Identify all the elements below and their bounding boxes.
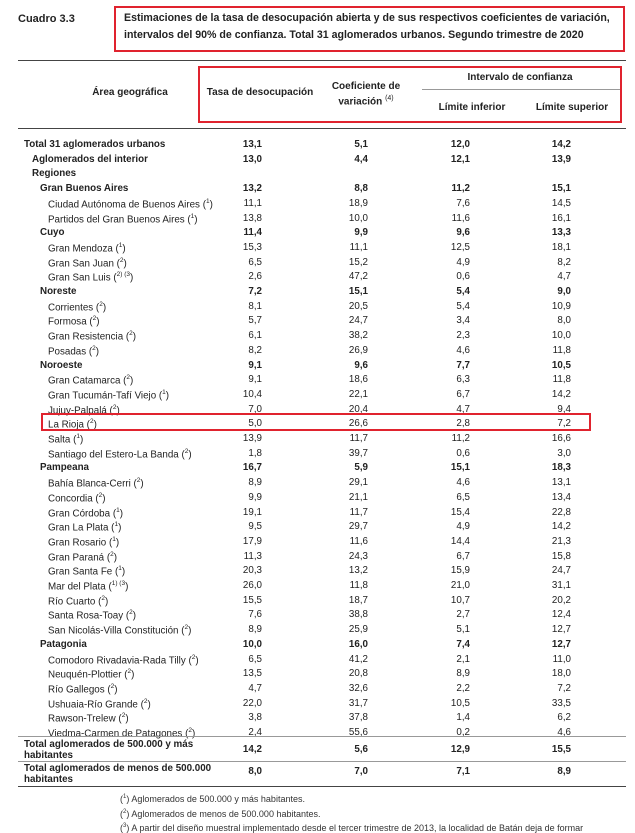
row-tasa: 8,9 (248, 477, 262, 489)
row-li: 7,7 (456, 359, 470, 371)
row-cv: 24,7 (348, 315, 368, 327)
top-rule (18, 60, 626, 61)
row-ls: 4,7 (557, 271, 571, 283)
totals-rule (18, 736, 626, 737)
row-ls: 8,2 (557, 256, 571, 268)
table-row (0, 638, 635, 653)
row-label: Regiones (32, 168, 77, 180)
row-cv: 29,1 (348, 477, 368, 489)
row-tasa: 9,9 (248, 491, 262, 503)
row-tasa: 19,1 (242, 506, 262, 518)
row-cv: 31,7 (348, 697, 368, 709)
row-ls: 13,9 (551, 153, 571, 165)
row-label: Noroeste (40, 359, 83, 371)
row-label: Total 31 aglomerados urbanos (24, 139, 166, 150)
table-row (0, 594, 635, 609)
table-row (0, 329, 635, 344)
table-row (0, 608, 635, 623)
header-coef-note: (4) (385, 95, 394, 102)
row-cv: 11,7 (349, 433, 368, 444)
row-cv: 18,7 (348, 594, 368, 606)
total-small-li: 7,1 (456, 766, 470, 777)
row-ls: 11,0 (552, 653, 571, 665)
row-label: Neuquén-Plottier ($^2$) (48, 668, 135, 681)
total-large-ls: 15,5 (551, 744, 571, 755)
table-row (0, 550, 635, 565)
row-cv: 32,6 (348, 682, 368, 694)
row-tasa: 16,7 (242, 462, 262, 474)
row-li: 6,7 (456, 388, 470, 400)
row-tasa: 11,3 (243, 550, 262, 562)
table-row (0, 535, 635, 550)
header-limite-inferior: Límite inferior (438, 102, 506, 113)
row-ls: 11,8 (552, 344, 571, 356)
row-label: Formosa ($^2$) (48, 315, 100, 328)
row-ls: 7,2 (557, 682, 571, 694)
row-ls: 12,4 (551, 609, 571, 621)
row-cv: 15,1 (348, 286, 368, 297)
row-label: Gran Mendoza ($^1$) (48, 241, 126, 255)
table-row (0, 491, 635, 506)
row-li: 4,9 (456, 256, 470, 268)
row-li: 0,6 (456, 271, 470, 283)
row-tasa: 13,1 (242, 139, 262, 150)
bottom-rule (18, 786, 626, 787)
row-ls: 18,3 (551, 462, 571, 474)
table-row (0, 241, 635, 256)
row-tasa: 5,0 (248, 418, 262, 430)
row-cv: 9,6 (354, 359, 368, 371)
table-id: Cuadro 3.3 (18, 13, 75, 25)
row-tasa: 15,5 (242, 594, 262, 606)
row-li: 4,6 (456, 344, 470, 356)
row-tasa: 13,8 (242, 212, 262, 224)
row-label: Comodoro Rivadavia-Rada Tilly ($^2$) (48, 653, 199, 666)
row-li: 15,4 (450, 506, 470, 518)
row-label: Santiago del Estero-La Banda ($^2$) (48, 447, 192, 460)
table-row (0, 461, 635, 476)
row-li: 15,9 (450, 565, 470, 577)
row-li: 11,2 (451, 183, 470, 195)
row-li: 2,3 (456, 330, 470, 342)
row-label: Cuyo (40, 227, 65, 239)
row-label: Aglomerados del interior (32, 153, 148, 165)
row-cv: 24,3 (348, 550, 368, 562)
table-row (0, 256, 635, 271)
row-tasa: 3,8 (248, 712, 262, 724)
row-tasa: 13,2 (242, 183, 262, 195)
row-tasa: 13,5 (242, 668, 262, 680)
row-li: 2,1 (456, 653, 470, 665)
row-li: 12,1 (450, 153, 470, 165)
row-li: 4,7 (456, 403, 470, 415)
row-cv: 15,2 (348, 256, 368, 268)
table-row (0, 711, 635, 726)
table-row (0, 432, 635, 447)
row-ls: 14,2 (551, 139, 571, 150)
table-row (0, 476, 635, 491)
row-label: Concordia ($^2$) (48, 491, 106, 505)
footnote-2: ($^2$) Aglomerados de menos de 500.000 habitantes. (120, 809, 321, 819)
row-ls: 10,0 (551, 330, 571, 342)
row-ls: 10,9 (551, 300, 571, 312)
header-highlight-box (198, 66, 622, 123)
row-tasa: 8,1 (248, 300, 262, 312)
row-ls: 9,4 (557, 403, 571, 415)
header-rule (18, 128, 626, 129)
header-coef-line2: variación (338, 96, 383, 108)
row-ls: 13,3 (551, 227, 571, 239)
row-tasa: 26,0 (242, 580, 262, 591)
row-tasa: 5,7 (248, 315, 262, 327)
row-ls: 12,7 (551, 638, 571, 650)
row-ls: 14,5 (551, 197, 571, 209)
row-li: 14,4 (450, 535, 470, 547)
row-li: 21,0 (450, 580, 470, 591)
table-row (0, 564, 635, 579)
total-large-li: 12,9 (450, 744, 470, 755)
row-ls: 31,1 (551, 580, 571, 591)
row-cv: 39,7 (348, 447, 368, 459)
table-row (0, 653, 635, 668)
total-large-tasa: 14,2 (242, 744, 262, 755)
row-tasa: 20,3 (242, 565, 262, 577)
row-li: 10,7 (450, 594, 470, 606)
header-coef-line1: Coeficiente de (331, 81, 401, 92)
row-label: Salta ($^1$) (48, 433, 84, 446)
row-ls: 8,0 (557, 315, 571, 327)
row-cv: 11,6 (349, 535, 368, 547)
row-cv: 18,6 (348, 374, 368, 386)
row-li: 2,7 (456, 609, 470, 621)
table-row (0, 285, 635, 300)
header-tasa: Tasa de desocupación (206, 87, 314, 98)
row-cv: 22,1 (348, 388, 368, 400)
row-cv: 41,2 (348, 653, 368, 665)
table-row (0, 359, 635, 374)
table-row (0, 388, 635, 403)
table-row (0, 447, 635, 462)
row-li: 7,6 (456, 197, 470, 209)
header-area: Área geográfica (92, 87, 168, 98)
row-ls: 13,1 (551, 477, 571, 489)
row-ls: 14,2 (551, 388, 571, 400)
row-tasa: 6,5 (248, 653, 262, 665)
row-label: Ciudad Autónoma de Buenos Aires ($^1$) (48, 197, 213, 211)
row-tasa: 10,0 (242, 638, 262, 650)
row-li: 2,8 (456, 418, 470, 430)
row-label: Pampeana (40, 462, 90, 474)
row-tasa: 9,5 (248, 521, 262, 533)
table-row (0, 623, 635, 638)
row-tasa: 9,1 (248, 374, 262, 386)
table-row (0, 182, 635, 197)
row-ls: 24,7 (551, 565, 571, 577)
table-row (0, 697, 635, 712)
row-li: 9,6 (456, 227, 470, 239)
row-ls: 18,1 (551, 241, 571, 253)
row-label: Gran Resistencia ($^2$) (48, 330, 137, 343)
row-cv: 38,8 (348, 609, 368, 621)
row-li: 11,6 (451, 212, 470, 224)
row-cv: 37,8 (348, 712, 368, 724)
total-small-ls: 8,9 (557, 766, 571, 777)
row-ls: 20,2 (551, 594, 571, 606)
row-cv: 9,9 (354, 227, 368, 239)
row-label: Río Cuarto ($^2$) (48, 594, 109, 607)
row-ls: 18,0 (551, 668, 571, 680)
row-li: 1,4 (456, 712, 470, 724)
row-label: Gran Santa Fe ($^1$) (48, 565, 126, 578)
table-row (0, 579, 635, 594)
row-cv: 5,1 (354, 139, 368, 150)
row-cv: 13,2 (348, 565, 368, 577)
row-label: Partidos del Gran Buenos Aires ($^1$) (48, 212, 198, 225)
row-tasa: 13,0 (242, 153, 262, 165)
row-label: Gran San Luis ($^{2) (3}$) (48, 271, 134, 284)
table-row (0, 212, 635, 227)
table-row (0, 520, 635, 535)
row-ls: 10,5 (551, 359, 571, 371)
row-label: Gran Córdoba ($^1$) (48, 506, 123, 519)
row-li: 12,5 (450, 241, 470, 253)
row-ls: 11,8 (552, 374, 571, 386)
total-small-tasa: 8,0 (248, 766, 262, 777)
row-label: Gran Rosario ($^1$) (48, 535, 120, 549)
row-cv: 20,5 (348, 300, 368, 312)
row-tasa: 8,2 (248, 344, 262, 356)
table-row (0, 506, 635, 521)
row-li: 5,4 (456, 286, 470, 297)
row-li: 4,9 (456, 521, 470, 533)
row-cv: 11,7 (349, 506, 368, 518)
row-label: Bahía Blanca-Cerri ($^2$) (48, 477, 144, 490)
row-ls: 15,1 (551, 183, 571, 195)
total-small-cv: 7,0 (354, 766, 368, 777)
row-li: 10,5 (450, 697, 470, 709)
row-tasa: 6,5 (248, 256, 262, 268)
row-tasa: 2,4 (248, 727, 262, 738)
row-label: Posadas ($^2$) (48, 344, 100, 358)
row-cv: 11,1 (349, 241, 368, 253)
row-cv: 29,7 (348, 521, 368, 533)
row-label: Patagonia (40, 638, 87, 650)
row-cv: 25,9 (348, 624, 368, 636)
row-tasa: 15,3 (242, 241, 262, 253)
row-tasa: 2,6 (248, 271, 262, 283)
row-tasa: 11,4 (243, 227, 262, 239)
total-large-cv: 5,6 (354, 744, 368, 755)
row-cv: 47,2 (348, 271, 368, 283)
row-label: Viedma-Carmen de Patagones ($^2$) (48, 727, 196, 740)
row-tasa: 22,0 (242, 697, 262, 709)
row-label: Corrientes ($^2$) (48, 300, 107, 313)
row-ls: 4,6 (557, 727, 571, 738)
row-li: 4,6 (456, 477, 470, 489)
row-ls: 21,3 (551, 535, 571, 547)
row-li: 5,4 (456, 300, 470, 312)
table-row (0, 314, 635, 329)
row-label: Santa Rosa-Toay ($^2$) (48, 609, 137, 622)
row-cv: 55,6 (348, 727, 368, 738)
row-li: 0,2 (456, 727, 470, 738)
row-tasa: 11,1 (243, 197, 262, 209)
row-label: Jujuy-Palpalá ($^2$) (48, 403, 120, 416)
header-limite-superior: Límite superior (535, 102, 609, 113)
row-label: Rawson-Trelew ($^2$) (48, 712, 129, 725)
row-tasa: 4,7 (248, 682, 262, 694)
row-label: Río Gallegos ($^2$) (48, 682, 118, 696)
table-row (0, 373, 635, 388)
table-row (0, 226, 635, 241)
row-ls: 14,2 (551, 521, 571, 533)
row-label: Gran Buenos Aires (40, 183, 129, 195)
row-tasa: 6,1 (248, 330, 262, 342)
row-ls: 22,8 (551, 506, 571, 518)
row-label: Gran San Juan ($^2$) (48, 256, 127, 269)
total-large-label: Total aglomerados de 500.000 y más habitantes (24, 739, 194, 761)
row-label: Mar del Plata ($^{1) (3}$) (48, 580, 129, 593)
row-cv: 4,4 (354, 153, 368, 165)
row-tasa: 7,0 (248, 403, 262, 415)
table-row (0, 270, 635, 285)
row-li: 7,4 (456, 638, 470, 650)
row-label: San Nicolás-Villa Constitución ($^2$) (48, 624, 192, 637)
row-ls: 12,7 (551, 624, 571, 636)
row-li: 15,1 (450, 462, 470, 474)
row-tasa: 8,9 (248, 624, 262, 636)
row-label: La Rioja ($^2$) (48, 418, 97, 431)
row-li: 3,4 (456, 315, 470, 327)
row-cv: 26,9 (348, 344, 368, 356)
row-li: 11,2 (451, 433, 470, 444)
row-ls: 9,0 (557, 286, 571, 297)
row-tasa: 17,9 (242, 535, 262, 547)
row-label: Ushuaia-Río Grande ($^2$) (48, 697, 151, 710)
row-cv: 21,1 (348, 491, 368, 503)
row-li: 8,9 (456, 668, 470, 680)
row-ls: 3,0 (557, 447, 571, 459)
row-cv: 16,0 (348, 638, 368, 650)
total-row-small (0, 762, 635, 788)
row-li: 0,6 (456, 447, 470, 459)
la-rioja-highlight-box (41, 413, 591, 431)
row-ls: 16,6 (551, 433, 571, 444)
row-ls: 6,2 (557, 712, 571, 724)
table-row (0, 153, 635, 168)
footnote-3: ($^3$) A partir del diseño muestral implementado desde el tercer trimestre de 2013, la localidad de Batán deja de formar (120, 823, 584, 833)
row-tasa: 7,2 (248, 286, 262, 297)
row-ls: 33,5 (551, 697, 571, 709)
row-cv: 8,8 (354, 183, 368, 195)
table-title: Estimaciones de la tasa de desocupación abierta y de sus respectivos coeficientes de variación, intervalos del 90% de confianza. Total 31 aglomerados urbanos. Segundo trimestre de 2020 (124, 12, 610, 41)
row-cv: 11,8 (349, 580, 368, 591)
row-label: Gran La Plata ($^1$) (48, 521, 122, 534)
row-li: 2,2 (456, 682, 470, 694)
row-tasa: 13,9 (242, 433, 262, 444)
row-cv: 18,9 (348, 197, 368, 209)
row-cv: 38,2 (348, 330, 368, 342)
row-cv: 26,6 (348, 418, 368, 430)
row-ls: 7,2 (557, 418, 571, 430)
row-li: 6,5 (456, 491, 470, 503)
table-row (0, 344, 635, 359)
row-li: 6,7 (456, 550, 470, 562)
row-tasa: 7,6 (248, 609, 262, 621)
row-li: 6,3 (456, 374, 470, 386)
row-ls: 15,8 (551, 550, 571, 562)
row-label: Gran Tucumán-Tafí Viejo ($^1$) (48, 388, 170, 402)
table-row (0, 300, 635, 315)
table-row (0, 682, 635, 697)
row-tasa: 9,1 (248, 359, 262, 371)
row-cv: 20,8 (348, 668, 368, 680)
table-row (0, 167, 635, 182)
row-cv: 5,9 (354, 462, 368, 474)
row-li: 12,0 (450, 139, 470, 150)
row-li: 5,1 (456, 624, 470, 636)
row-label: Noreste (40, 286, 77, 297)
row-tasa: 1,8 (248, 447, 262, 459)
table-row (0, 197, 635, 212)
row-cv: 10,0 (348, 212, 368, 224)
table-row (0, 667, 635, 682)
row-tasa: 10,4 (242, 388, 262, 400)
table-row (0, 138, 635, 153)
footnote-1: ($^1$) Aglomerados de 500.000 y más habitantes. (120, 794, 305, 804)
row-cv: 20,4 (348, 403, 368, 415)
total-small-label: Total aglomerados de menos de 500.000 habitantes (24, 763, 212, 785)
row-ls: 13,4 (551, 491, 571, 503)
row-ls: 16,1 (551, 212, 571, 224)
row-label: Gran Catamarca ($^2$) (48, 374, 134, 387)
header-intervalo: Intervalo de confianza (467, 72, 573, 83)
row-label: Gran Paraná ($^2$) (48, 550, 117, 563)
